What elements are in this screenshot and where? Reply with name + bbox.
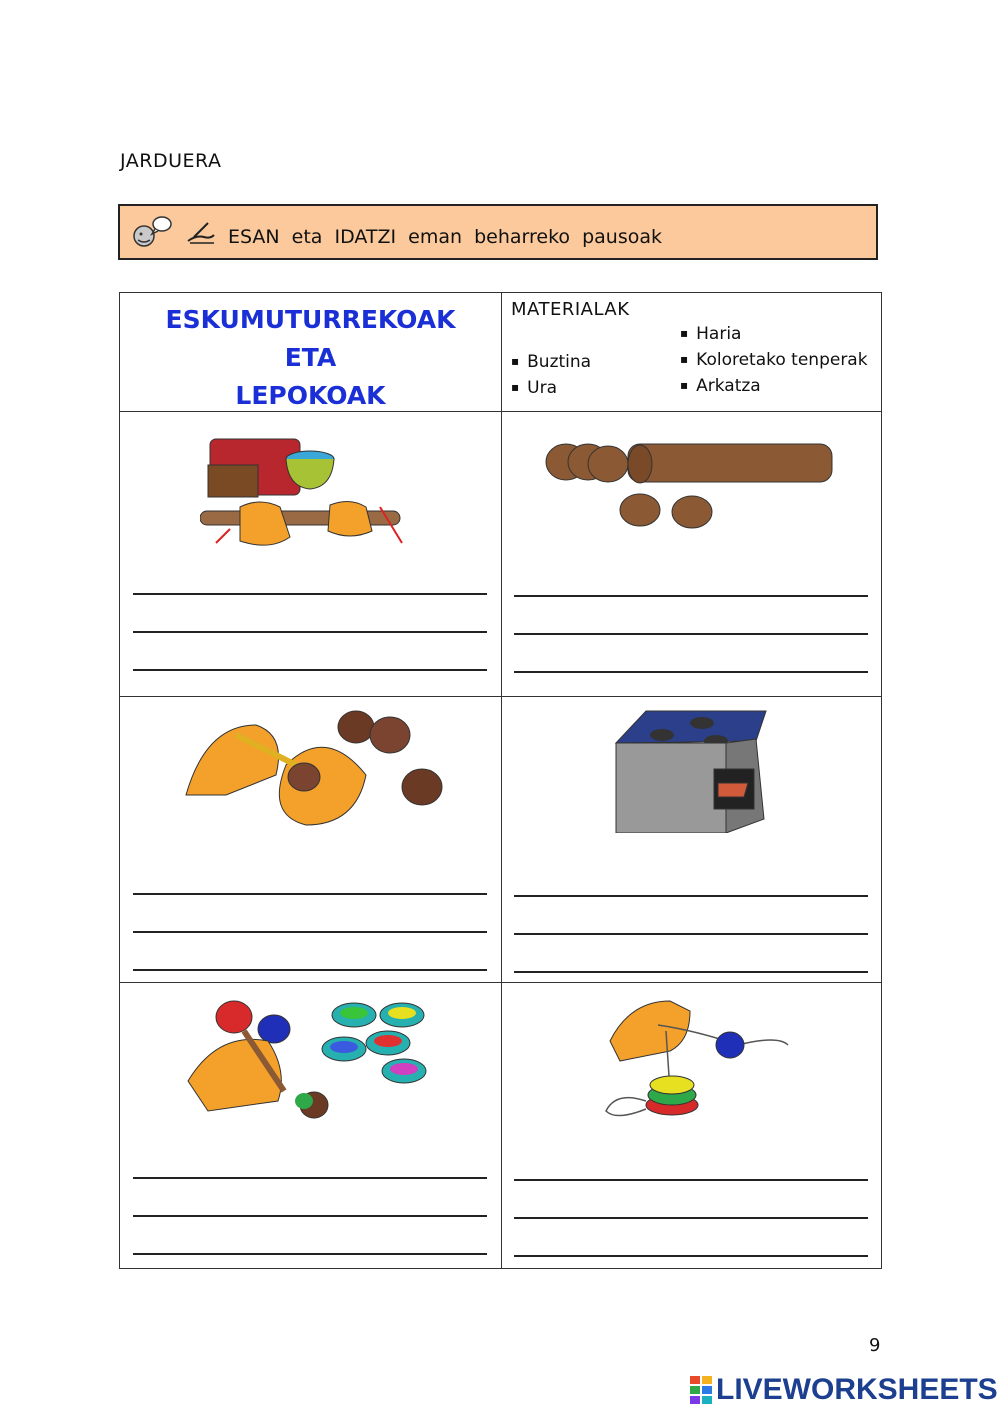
writing-line[interactable] — [133, 969, 487, 971]
material-item: ▪ Haria — [680, 324, 741, 344]
writing-line[interactable] — [514, 633, 868, 635]
writing-line[interactable] — [514, 933, 868, 935]
worksheet-title — [120, 301, 501, 415]
page-number: 9 — [869, 1335, 881, 1356]
materials-title: MATERIALAK — [511, 299, 630, 320]
title-line: LEPOKOAK — [235, 381, 386, 410]
brand-logo — [690, 1373, 998, 1407]
writing-line[interactable] — [133, 631, 487, 633]
writing-line[interactable] — [514, 895, 868, 897]
title-line: ESKUMUTURREKOAK — [165, 305, 456, 334]
clay-rolling-illustration — [200, 429, 430, 559]
instruction-text: ESAN eta IDATZI eman beharreko pausoak — [228, 226, 663, 248]
writing-line[interactable] — [133, 1177, 487, 1179]
title-line: ETA — [284, 343, 337, 372]
writing-line[interactable] — [133, 669, 487, 671]
brand-text: LIVEWORKSHEETS — [716, 1373, 998, 1406]
writing-line[interactable] — [133, 1253, 487, 1255]
clay-cutting-illustration — [544, 438, 844, 538]
writing-line[interactable] — [133, 893, 487, 895]
writing-line[interactable] — [514, 971, 868, 973]
writing-line[interactable] — [133, 931, 487, 933]
worksheet-table — [119, 292, 882, 1269]
bead-piercing-illustration — [176, 705, 456, 835]
writing-line[interactable] — [514, 1255, 868, 1257]
writing-line[interactable] — [133, 593, 487, 595]
writing-hand-icon — [184, 217, 218, 247]
instruction-box — [118, 204, 878, 260]
bead-painting-illustration — [184, 991, 444, 1121]
material-item: ▪ Buztina — [511, 352, 591, 372]
writing-line[interactable] — [514, 671, 868, 673]
liveworksheets-logo-icon — [690, 1376, 712, 1404]
speaking-head-icon — [130, 212, 174, 252]
row-divider — [120, 982, 881, 983]
writing-line[interactable] — [514, 595, 868, 597]
writing-line[interactable] — [133, 1215, 487, 1217]
writing-line[interactable] — [514, 1179, 868, 1181]
material-item: ▪ Arkatza — [680, 376, 761, 396]
writing-line[interactable] — [514, 1217, 868, 1219]
material-item: ▪ Ura — [511, 378, 557, 398]
column-divider — [501, 293, 502, 1268]
row-divider — [120, 696, 881, 697]
oven-illustration — [606, 703, 776, 833]
bead-threading-illustration — [590, 991, 790, 1121]
section-label: JARDUERA — [120, 150, 222, 172]
material-item: ▪ Koloretako tenperak — [680, 350, 868, 370]
